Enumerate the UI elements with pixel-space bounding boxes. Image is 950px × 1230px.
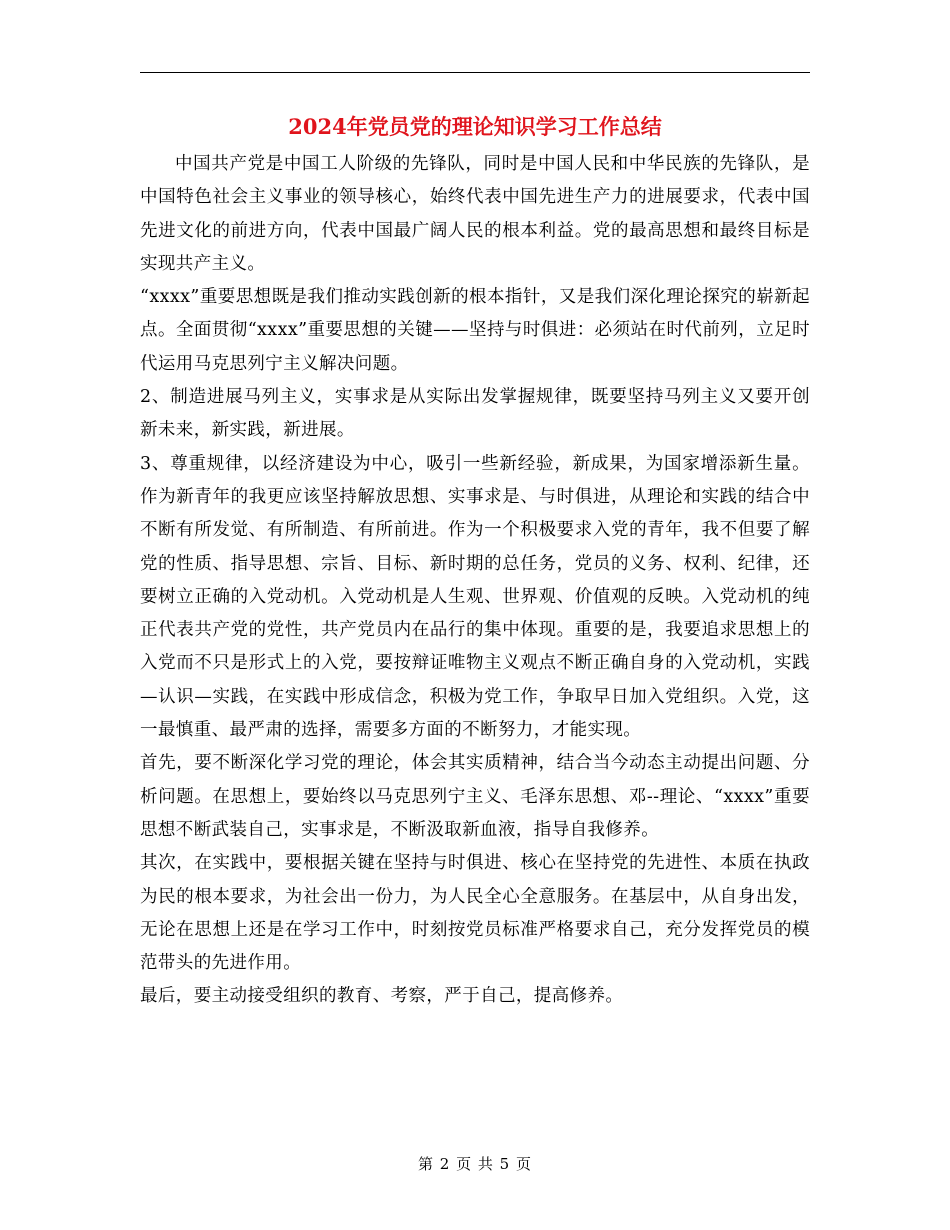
paragraph-5: 首先，要不断深化学习党的理论，体会其实质精神，结合当今动态主动提出问题、分析问题。在思想上，要始终以马克思列宁主义、毛泽东思想、邓--理论、“xxxx”重要思想不断武装自己，实事求是，不断汲取新血液，指导自我修养。	[140, 753, 810, 840]
header-rule	[140, 72, 810, 73]
paragraph-2: “xxxx”重要思想既是我们推动实践创新的根本指针，又是我们深化理论探究的崭新起点。全面贯彻“xxxx”重要思想的关键——坚持与时俱进：必须站在时代前列，立足时代运用马克思列宁主义解决问题。	[140, 287, 810, 374]
document-title: 2024年党员党的理论知识学习工作总结	[288, 114, 662, 139]
paragraph-3: 2、制造进展马列主义，实事求是从实际出发掌握规律，既要坚持马列主义又要开创新未来，新实践，新进展。	[140, 387, 810, 441]
document-body	[140, 148, 810, 1014]
paragraph-6: 其次，在实践中，要根据关键在坚持与时俱进、核心在坚持党的先进性、本质在执政为民的根本要求，为社会出一份力，为人民全心全意服务。在基层中，从自身出发，无论在思想上还是在学习工作中，时刻按党员标准严格要求自己，充分发挥党员的模范带头的先进作用。	[140, 853, 810, 974]
paragraph-1: 中国共产党是中国工人阶级的先锋队，同时是中国人民和中华民族的先锋队，是中国特色社会主义事业的领导核心，始终代表中国先进生产力的进展要求，代表中国先进文化的前进方向，代表中国最广阔人民的根本利益。党的最高思想和最终目标是实现共产主义。	[140, 154, 810, 274]
page-number-footer: 第 2 页 共 5 页	[418, 1155, 532, 1173]
paragraph-7: 最后，要主动接受组织的教育、考察，严于自己，提高修养。	[140, 986, 624, 1007]
paragraph-4: 3、尊重规律，以经济建设为中心，吸引一些新经验，新成果，为国家增添新生量。作为新青年的我更应该坚持解放思想、实事求是、与时俱进，从理论和实践的结合中不断有所发觉、有所制造、有所前进。作为一个积极要求入党的青年，我不但要了解党的性质、指导思想、宗旨、目标、新时期的总任务，党员的义务、权利、纪律，还要树立正确的入党动机。入党动机是人生观、世界观、价值观的反映。入党动机的纯正代表共产党的党性，共产党员内在品行的集中体现。重要的是，我要追求思想上的入党而不只是形式上的入党，要按辩证唯物主义观点不断正确自身的入党动机，实践—认识—实践，在实践中形成信念，积极为党工作，争取早日加入党组织。入党，这一最慎重、最严肃的选择，需要多方面的不断努力，才能实现。	[140, 453, 810, 741]
